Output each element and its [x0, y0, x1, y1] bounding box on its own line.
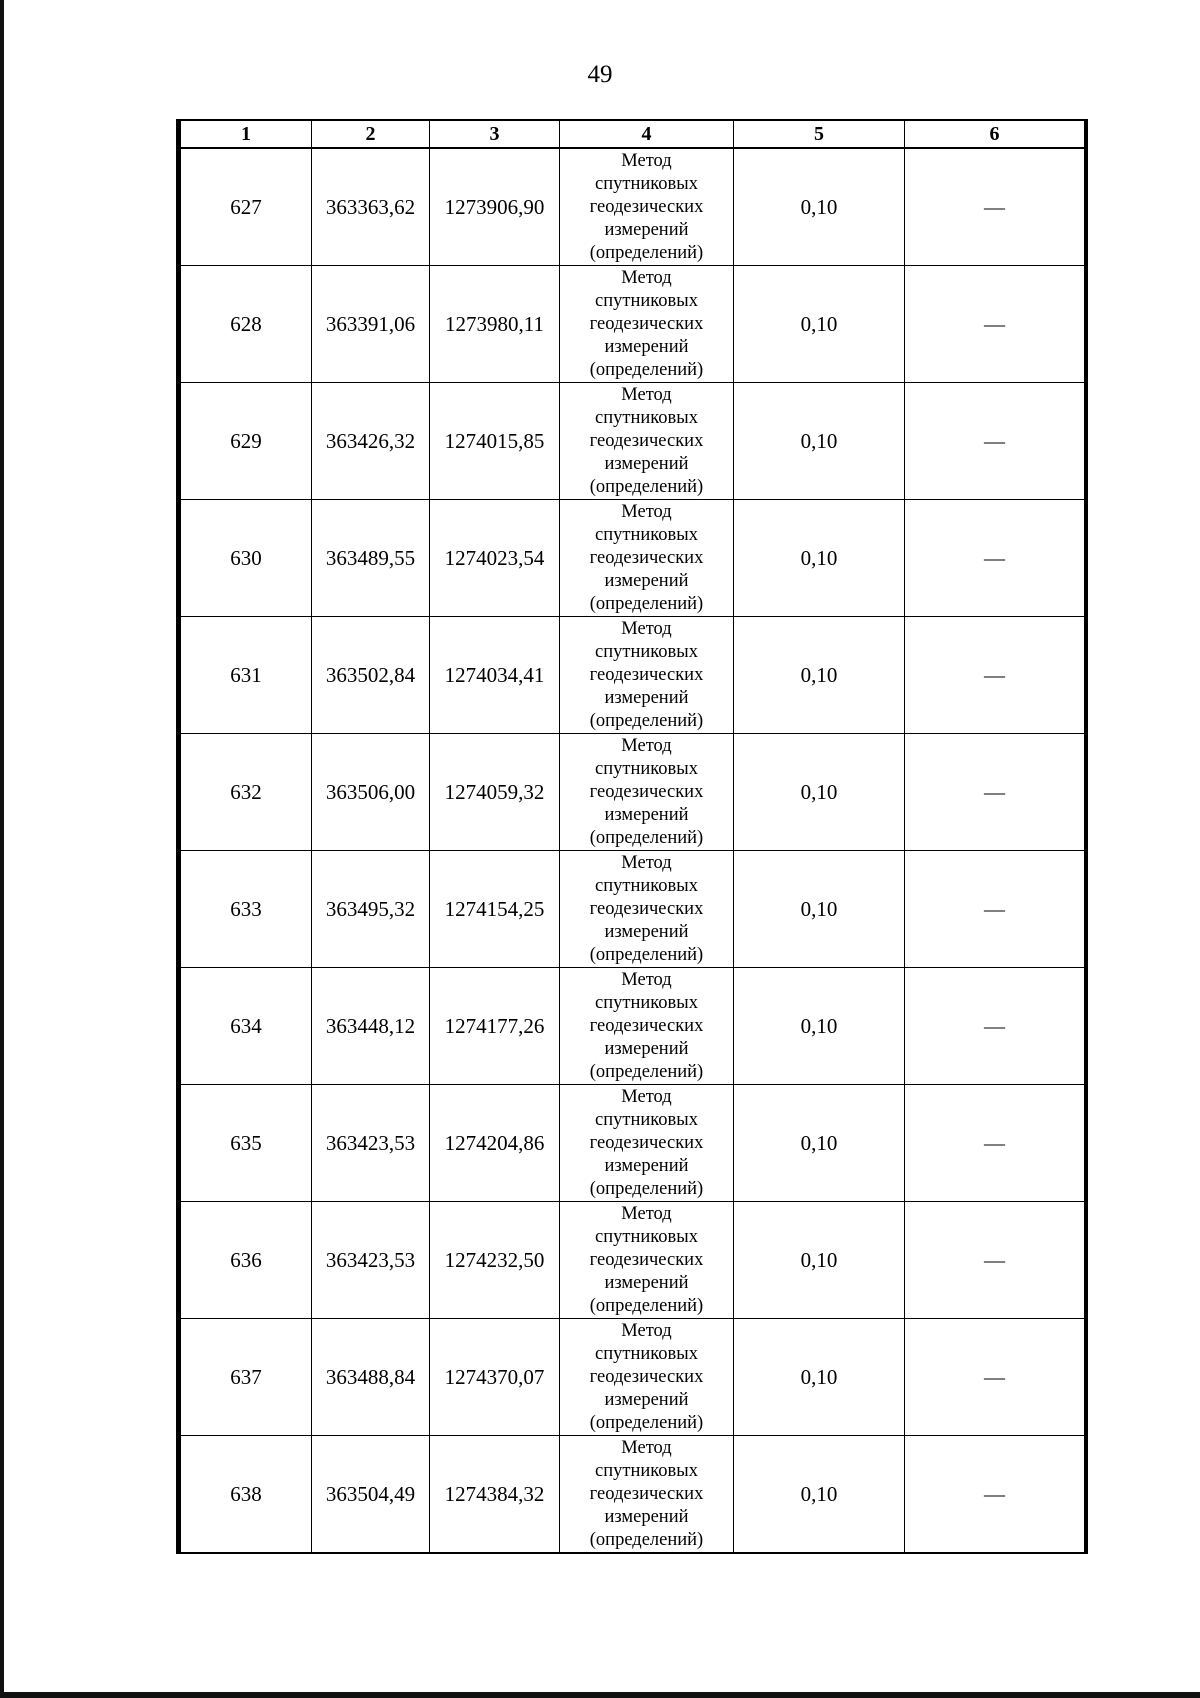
- method-line: спутниковых: [595, 641, 698, 662]
- method-line: (определений): [589, 710, 704, 731]
- method-line: измерений: [604, 1506, 689, 1527]
- header-cell-3: 3: [430, 121, 560, 149]
- header-cell-4: 4: [560, 121, 734, 149]
- method-line: (определений): [589, 827, 704, 848]
- method-line: измерений: [604, 1155, 689, 1176]
- y-coordinate-cell: 1274059,32: [430, 734, 560, 851]
- accuracy-cell: 0,10: [734, 1085, 905, 1202]
- y-coordinate-cell: 1274023,54: [430, 500, 560, 617]
- point-number-cell: 635: [181, 1085, 312, 1202]
- table-row: [181, 1085, 1085, 1202]
- method-line: спутниковых: [595, 992, 698, 1013]
- accuracy-cell: 0,10: [734, 734, 905, 851]
- method-cell: [560, 617, 734, 734]
- accuracy-cell: 0,10: [734, 148, 905, 266]
- x-coordinate-cell: 363423,53: [312, 1085, 430, 1202]
- accuracy-cell: 0,10: [734, 383, 905, 500]
- method-line: (определений): [589, 1061, 704, 1082]
- method-line: Метод: [621, 969, 672, 990]
- y-coordinate-cell: 1274177,26: [430, 968, 560, 1085]
- method-line: геодезических: [589, 430, 704, 451]
- method-cell: [560, 500, 734, 617]
- method-cell: [560, 1436, 734, 1553]
- method-line: спутниковых: [595, 1460, 698, 1481]
- method-line: геодезических: [589, 664, 704, 685]
- note-cell: —: [905, 148, 1085, 266]
- method-line: геодезических: [589, 1132, 704, 1153]
- method-cell: [560, 148, 734, 266]
- method-line: геодезических: [589, 781, 704, 802]
- method-line: (определений): [589, 944, 704, 965]
- method-cell: [560, 383, 734, 500]
- method-line: измерений: [604, 687, 689, 708]
- x-coordinate-cell: 363448,12: [312, 968, 430, 1085]
- method-cell: [560, 851, 734, 968]
- method-line: Метод: [621, 1437, 672, 1458]
- header-cell-2: 2: [312, 121, 430, 149]
- method-line: спутниковых: [595, 173, 698, 194]
- accuracy-cell: 0,10: [734, 1202, 905, 1319]
- accuracy-cell: 0,10: [734, 500, 905, 617]
- header-cell-1: 1: [181, 121, 312, 149]
- method-cell: [560, 734, 734, 851]
- point-number-cell: 633: [181, 851, 312, 968]
- note-cell: —: [905, 968, 1085, 1085]
- method-line: (определений): [589, 593, 704, 614]
- method-line: Метод: [621, 618, 672, 639]
- method-line: геодезических: [589, 1015, 704, 1036]
- accuracy-cell: 0,10: [734, 851, 905, 968]
- point-number-cell: 632: [181, 734, 312, 851]
- page-number: 49: [587, 61, 613, 88]
- note-cell: —: [905, 1085, 1085, 1202]
- note-cell: —: [905, 851, 1085, 968]
- table-row: [181, 1436, 1085, 1553]
- point-number-cell: 628: [181, 266, 312, 383]
- y-coordinate-cell: 1274232,50: [430, 1202, 560, 1319]
- y-coordinate-cell: 1274370,07: [430, 1319, 560, 1436]
- method-line: спутниковых: [595, 290, 698, 311]
- method-line: Метод: [621, 501, 672, 522]
- note-cell: —: [905, 1319, 1085, 1436]
- header-cell-6: 6: [905, 121, 1085, 149]
- method-line: измерений: [604, 921, 689, 942]
- table-row: [181, 383, 1085, 500]
- point-number-cell: 630: [181, 500, 312, 617]
- method-line: измерений: [604, 336, 689, 357]
- x-coordinate-cell: 363502,84: [312, 617, 430, 734]
- method-cell: [560, 968, 734, 1085]
- method-line: геодезических: [589, 196, 704, 217]
- table-row: [181, 1202, 1085, 1319]
- method-line: геодезических: [589, 313, 704, 334]
- method-line: спутниковых: [595, 875, 698, 896]
- table-row: [181, 266, 1085, 383]
- x-coordinate-cell: 363506,00: [312, 734, 430, 851]
- method-line: измерений: [604, 1389, 689, 1410]
- method-line: (определений): [589, 1529, 704, 1550]
- method-line: Метод: [621, 150, 672, 171]
- method-line: геодезических: [589, 1249, 704, 1270]
- method-cell: [560, 1202, 734, 1319]
- accuracy-cell: 0,10: [734, 968, 905, 1085]
- method-line: геодезических: [589, 898, 704, 919]
- method-line: спутниковых: [595, 524, 698, 545]
- method-line: измерений: [604, 453, 689, 474]
- y-coordinate-cell: 1274154,25: [430, 851, 560, 968]
- method-line: спутниковых: [595, 1109, 698, 1130]
- note-cell: —: [905, 734, 1085, 851]
- note-cell: —: [905, 500, 1085, 617]
- method-line: геодезических: [589, 1366, 704, 1387]
- method-line: спутниковых: [595, 407, 698, 428]
- note-cell: —: [905, 266, 1085, 383]
- point-number-cell: 637: [181, 1319, 312, 1436]
- method-line: (определений): [589, 1412, 704, 1433]
- method-line: измерений: [604, 1038, 689, 1059]
- x-coordinate-cell: 363391,06: [312, 266, 430, 383]
- method-line: (определений): [589, 359, 704, 380]
- y-coordinate-cell: 1274034,41: [430, 617, 560, 734]
- x-coordinate-cell: 363495,32: [312, 851, 430, 968]
- x-coordinate-cell: 363423,53: [312, 1202, 430, 1319]
- point-number-cell: 638: [181, 1436, 312, 1553]
- method-line: спутниковых: [595, 758, 698, 779]
- method-line: геодезических: [589, 1483, 704, 1504]
- accuracy-cell: 0,10: [734, 617, 905, 734]
- point-number-cell: 631: [181, 617, 312, 734]
- table-row: [181, 734, 1085, 851]
- table-row: [181, 617, 1085, 734]
- method-line: измерений: [604, 570, 689, 591]
- method-line: измерений: [604, 1272, 689, 1293]
- x-coordinate-cell: 363426,32: [312, 383, 430, 500]
- method-cell: [560, 1319, 734, 1436]
- accuracy-cell: 0,10: [734, 1319, 905, 1436]
- x-coordinate-cell: 363489,55: [312, 500, 430, 617]
- table-row: [181, 968, 1085, 1085]
- note-cell: —: [905, 1436, 1085, 1553]
- method-line: Метод: [621, 735, 672, 756]
- point-number-cell: 627: [181, 148, 312, 266]
- method-line: спутниковых: [595, 1343, 698, 1364]
- accuracy-cell: 0,10: [734, 1436, 905, 1553]
- coordinates-table: [180, 120, 1085, 1553]
- method-cell: [560, 1085, 734, 1202]
- method-line: Метод: [621, 1203, 672, 1224]
- point-number-cell: 634: [181, 968, 312, 1085]
- method-cell: [560, 266, 734, 383]
- x-coordinate-cell: 363504,49: [312, 1436, 430, 1553]
- table-row: [181, 148, 1085, 266]
- coordinates-table-frame: [176, 119, 1088, 1554]
- scan-edge-bottom: [0, 1692, 1200, 1698]
- header-row: [181, 121, 1085, 149]
- note-cell: —: [905, 383, 1085, 500]
- method-line: (определений): [589, 1295, 704, 1316]
- table-row: [181, 1319, 1085, 1436]
- method-line: Метод: [621, 852, 672, 873]
- method-line: (определений): [589, 476, 704, 497]
- method-line: (определений): [589, 242, 704, 263]
- note-cell: —: [905, 617, 1085, 734]
- y-coordinate-cell: 1274204,86: [430, 1085, 560, 1202]
- y-coordinate-cell: 1273906,90: [430, 148, 560, 266]
- scan-edge-left: [0, 0, 4, 1698]
- y-coordinate-cell: 1273980,11: [430, 266, 560, 383]
- point-number-cell: 636: [181, 1202, 312, 1319]
- method-line: Метод: [621, 1320, 672, 1341]
- method-line: измерений: [604, 804, 689, 825]
- table-body: [181, 148, 1085, 1553]
- header-cell-5: 5: [734, 121, 905, 149]
- accuracy-cell: 0,10: [734, 266, 905, 383]
- x-coordinate-cell: 363488,84: [312, 1319, 430, 1436]
- method-line: Метод: [621, 1086, 672, 1107]
- method-line: геодезических: [589, 547, 704, 568]
- point-number-cell: 629: [181, 383, 312, 500]
- table-row: [181, 851, 1085, 968]
- y-coordinate-cell: 1274384,32: [430, 1436, 560, 1553]
- method-line: Метод: [621, 384, 672, 405]
- table-row: [181, 500, 1085, 617]
- method-line: спутниковых: [595, 1226, 698, 1247]
- x-coordinate-cell: 363363,62: [312, 148, 430, 266]
- method-line: измерений: [604, 219, 689, 240]
- method-line: (определений): [589, 1178, 704, 1199]
- method-line: Метод: [621, 267, 672, 288]
- note-cell: —: [905, 1202, 1085, 1319]
- y-coordinate-cell: 1274015,85: [430, 383, 560, 500]
